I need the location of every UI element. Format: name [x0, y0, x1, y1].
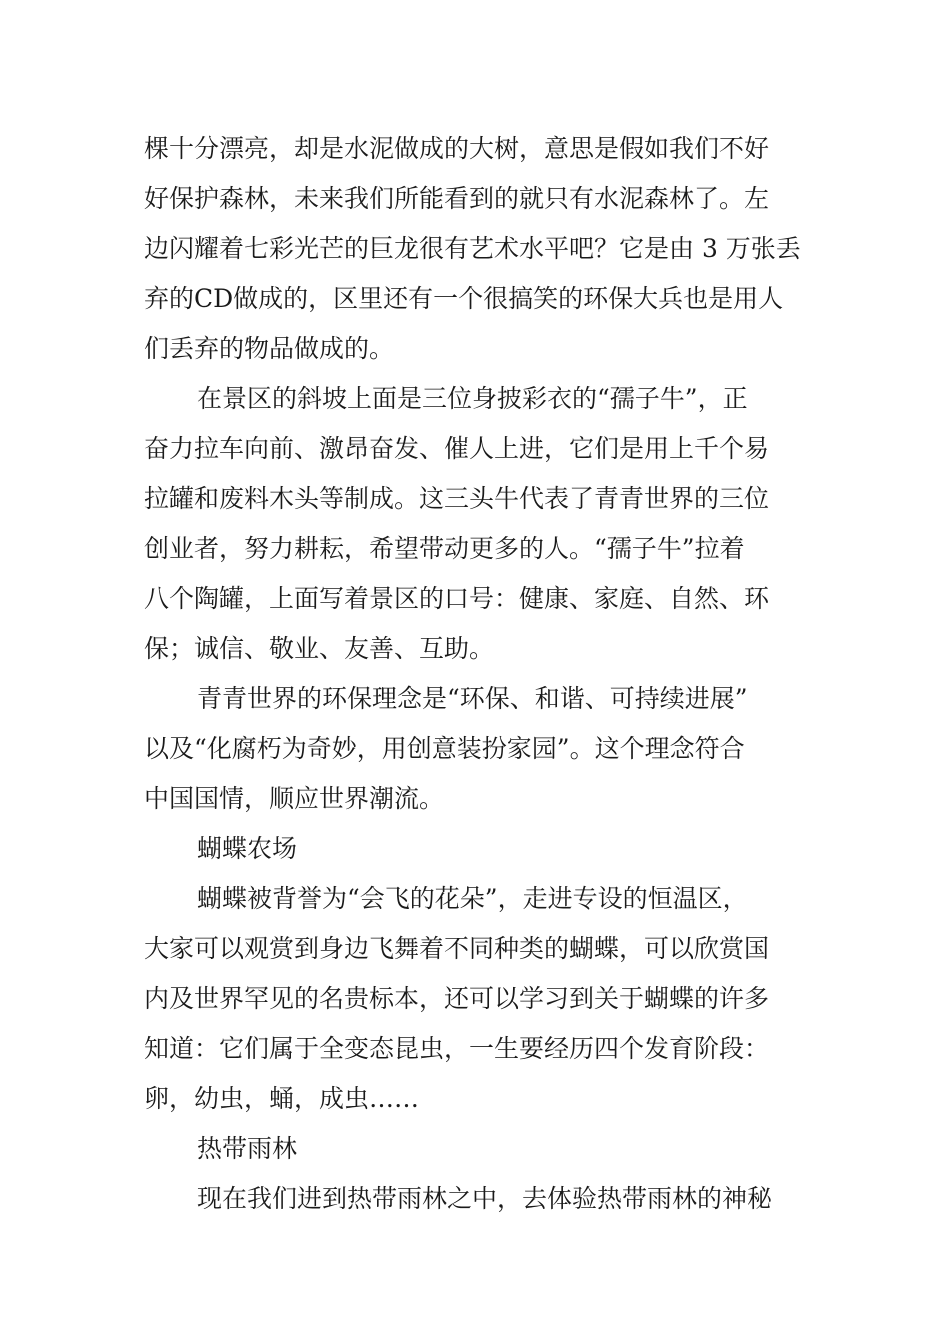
text-line: 八个陶罐，上面写着景区的口号：健康、家庭、自然、环: [144, 584, 770, 613]
text-line: 保；诚信、敬业、友善、互助。: [144, 634, 495, 663]
text-line: 奋力拉车向前、激昂奋发、催人上进，它们是用上千个易: [144, 434, 770, 463]
text-line: 卵，幼虫，蛹，成虫……: [144, 1084, 420, 1113]
text-line: 中国国情，顺应世界潮流。: [144, 784, 445, 813]
text-line: 以及“化腐朽为奇妙，用创意装扮家园”。这个理念符合: [144, 734, 745, 763]
text-line: 棵十分漂亮，却是水泥做成的大树，意思是假如我们不好: [144, 134, 770, 163]
text-line: 大家可以观赏到身边飞舞着不同种类的蝴蝶，可以欣赏国: [144, 934, 770, 963]
paragraph-first-line: 现在我们进到热带雨林之中，去体验热带雨林的神秘: [197, 1184, 773, 1213]
text-line: 内及世界罕见的名贵标本，还可以学习到关于蝴蝶的许多: [144, 984, 770, 1013]
paragraph-first-line: 青青世界的环保理念是“环保、和谐、可持续进展”: [197, 684, 748, 713]
body-text: [144, 124, 814, 1224]
text-line: 创业者，努力耕耘，希望带动更多的人。“孺子牛”拉着: [144, 534, 745, 563]
text-line: 拉罐和废料木头等制成。这三头牛代表了青青世界的三位: [144, 484, 770, 513]
text-line: 们丢弃的物品做成的。: [144, 334, 395, 363]
paragraph-first-line: 蝴蝶被背誉为“会飞的花朵”，走进专设的恒温区，: [197, 884, 748, 913]
paragraph-first-line: 在景区的斜坡上面是三位身披彩衣的“孺子牛”，正: [197, 384, 748, 413]
text-line: 好保护森林，未来我们所能看到的就只有水泥森林了。左: [144, 184, 770, 213]
section-heading-rainforest: 热带雨林: [197, 1134, 298, 1163]
section-heading-butterfly-farm: 蝴蝶农场: [197, 834, 298, 863]
text-line: 边闪耀着七彩光芒的巨龙很有艺术水平吧？它是由 3 万张丢: [144, 234, 801, 263]
text-line: 弃的CD做成的，区里还有一个很搞笑的环保大兵也是用人: [144, 284, 784, 313]
text-line: 知道：它们属于全变态昆虫，一生要经历四个发育阶段：: [144, 1034, 770, 1063]
